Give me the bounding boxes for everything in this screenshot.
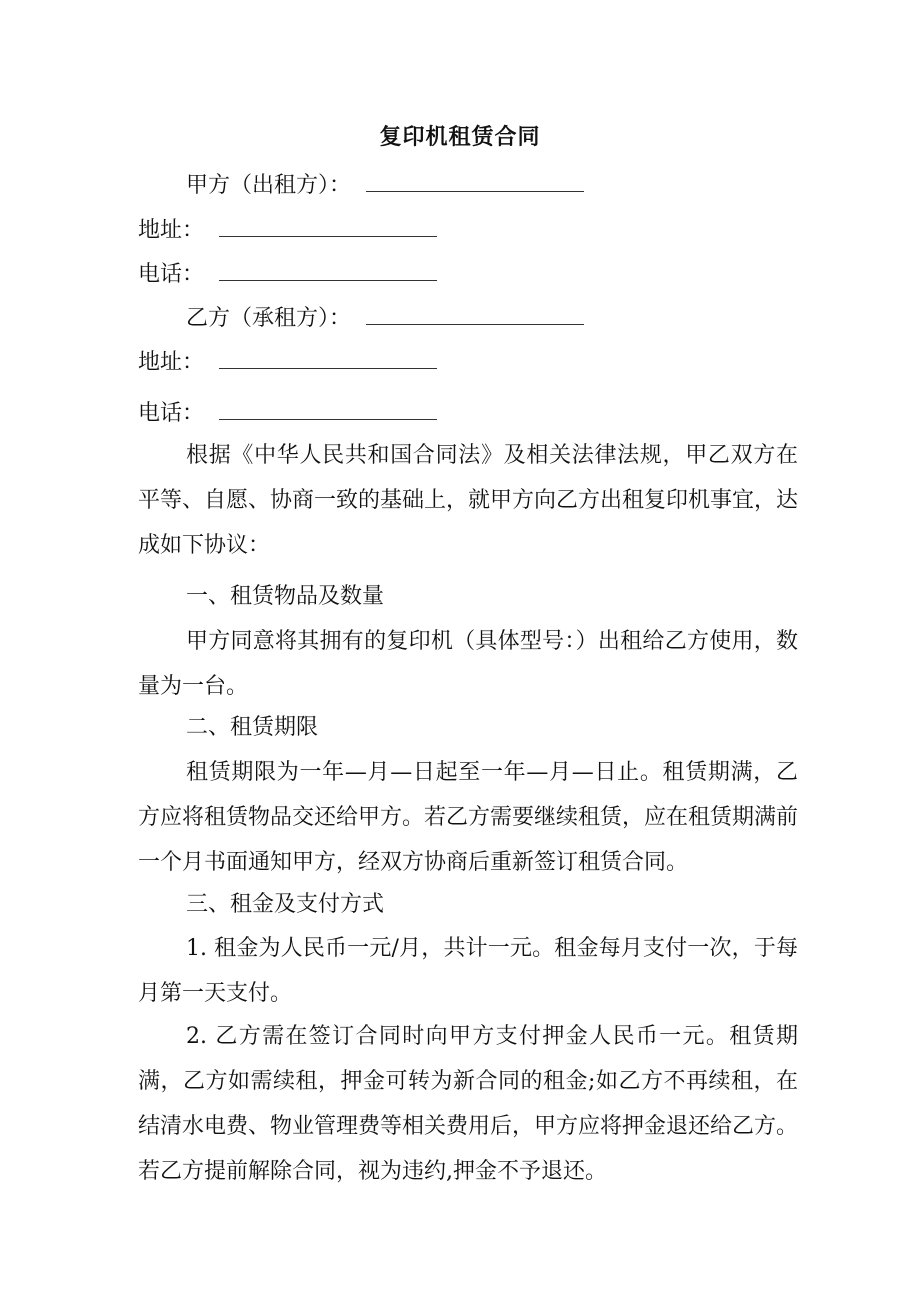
party-a-phone-blank xyxy=(219,256,437,281)
party-b-address-label: 地址： xyxy=(138,350,205,375)
party-b-address-row xyxy=(138,344,437,380)
party-a-label: 甲方（出租方）： xyxy=(186,173,352,198)
preamble-paragraph: 根据《中华人民共和国合同法》及相关法律法规，甲乙双方在平等、自愿、协商一致的基础上，就甲方向乙方出租复印机事宜，达成如下协议： xyxy=(138,443,799,558)
section2-text: 租赁期限为一年—月—日起至一年—月—日止。租赁期满，乙方应将租赁物品交还给甲方。若乙方需要继续租赁，应在租赁期满前一个月书面通知甲方，经双方协商后重新签订租赁合同。 xyxy=(138,760,799,875)
party-b-phone-label: 电话： xyxy=(138,401,205,426)
party-a-phone-label: 电话： xyxy=(138,262,205,287)
section1-heading: 一、租赁物品及数量 xyxy=(186,584,385,609)
party-b-name-blank xyxy=(366,300,584,325)
party-a-phone-row xyxy=(138,256,437,292)
party-a-address-blank xyxy=(219,212,437,237)
party-b-phone-blank xyxy=(219,395,437,420)
section3-item1: 1. 租金为人民币一元/月，共计一元。租金每月支付一次，于每月第一天支付。 xyxy=(138,936,798,1006)
party-a-address-row xyxy=(138,212,437,248)
party-b-label: 乙方（承租方）： xyxy=(186,306,352,331)
contract-title: 复印机租赁合同 xyxy=(379,124,541,150)
section3-heading: 三、租金及支付方式 xyxy=(186,892,385,917)
section1-text: 甲方同意将其拥有的复印机（具体型号：）出租给乙方使用，数量为一台。 xyxy=(138,629,798,699)
party-a-name-blank xyxy=(366,167,584,192)
party-b-row xyxy=(186,300,584,336)
party-b-address-blank xyxy=(219,344,437,369)
section3-item2: 2. 乙方需在签订合同时向甲方支付押金人民币一元。租赁期满，乙方如需续租，押金可转为新合同的租金;如乙方不再续租，在结清水电费、物业管理费等相关费用后，甲方应将押金退还给乙方。若乙方提前解除合同，视为违约,押金不予退还。 xyxy=(138,1024,799,1184)
party-b-phone-row xyxy=(138,395,437,431)
party-a-address-label: 地址： xyxy=(138,218,205,243)
party-a-row xyxy=(186,167,584,203)
section2-heading: 二、租赁期限 xyxy=(186,715,319,740)
